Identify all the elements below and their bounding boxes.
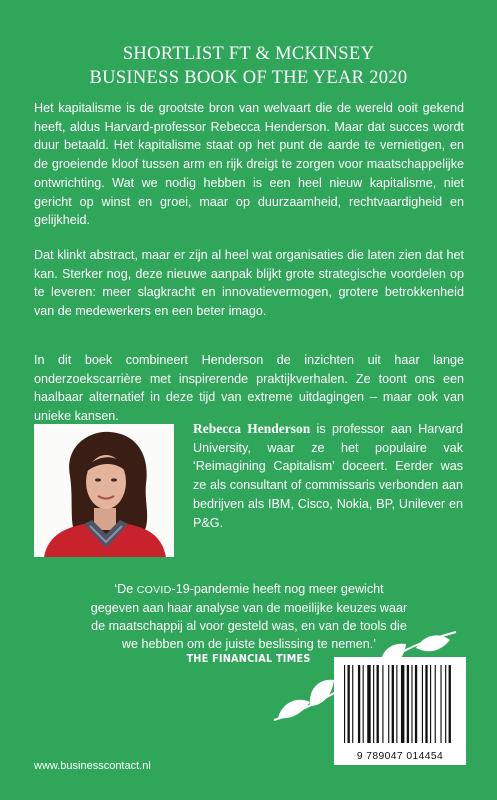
quote-open: ‘De [114,582,137,596]
blurb-paragraph-3: In dit boek combineert Henderson de inzichten uit haar lange onderzoekscarrière met inspirerende praktijkverhalen. Ze toont ons een haalbaar alternatief in deze tijd van extreme uitdagingen – maar ook van unieke kansen. [34,353,464,424]
award-banner [0,42,497,90]
barcode-bar [415,665,417,743]
barcode-bar [392,665,394,743]
award-line-2: BUSINESS BOOK OF THE YEAR 2020 [89,68,408,88]
barcode-bar [430,665,431,743]
barcode-bar [388,665,389,743]
barcode-bar [407,665,409,743]
barcode-bar [373,665,374,743]
barcode-bar [382,665,383,743]
author-photo [34,424,174,557]
barcode-bar [435,665,436,743]
barcode-bar [445,665,446,743]
barcode-bar [363,665,364,743]
barcode-bar [348,665,350,743]
barcode-bar [440,665,441,743]
barcode-bar [401,665,404,743]
author-name: Rebecca Henderson [193,421,311,436]
publisher-website: www.businesscontact.nl [34,760,151,772]
barcode-bar [367,665,370,743]
barcode-bar [422,665,423,743]
barcode-bar [396,665,397,743]
isbn-number: 9 789047 014454 [356,751,444,762]
blurb-paragraph-2: Dat klinkt abstract, maar er zijn al heel wat organisaties die laten zien dat het kan. Sterker nog, deze nieuwe aanpak blijkt grote strategische voordelen op te leveren: meer slagkracht en innovatievermogen, grotere betrokkenheid van de medewerkers en een beter imago. [34,248,464,319]
barcode [334,657,466,765]
author-bio-text: is professor aan Harvard University, waar ze het populaire vak ‘Reimagining Capitalism’ doceert. Eerder was ze als consultant of commissaris verbonden aan bedrijven als IBM, Cisco, Nokia, BP, Unilever en P&G. [193,422,463,530]
award-line-1: SHORTLIST FT & MCKINSEY [122,44,375,64]
barcode-bar [425,665,427,743]
quote-covid: COVID [136,584,172,596]
barcode-bar [344,665,345,743]
barcode-bar [352,665,353,743]
barcode-bar [377,665,379,743]
barcode-bars-icon [342,665,458,747]
barcode-bar [449,665,451,743]
quote-source: THE FINANCIAL TIMES [186,653,311,665]
quote-text: -19-pandemie heeft nog meer gewicht gegeven aan haar analyse van de moeilijke keuzes waar de maatschappij al voor gesteld was, en van de tools die we hebben om de juiste beslissing te nemen.’ [90,582,408,651]
author-bio [193,420,463,532]
blurb-paragraph-1: Het kapitalisme is de grootste bron van welvaart die de wereld ooit gekend heeft, aldus Harvard-professor Rebecca Henderson. Maar dat succes wordt duur betaald. Het kapitalisme staat op het punt de aarde te vernietigen, en de groeiende kloof tussen arm en rijk dreigt te zorgen voor maatschappelijke ontwrichting. Wat we nodig hebben is een heel nieuw kapitalisme, niet gericht op winst en groei, maar op duurzaamheid, rechtvaardigheid en gelijkheid. [34,101,464,228]
barcode-bar [358,665,360,743]
barcode-bar [411,665,412,743]
